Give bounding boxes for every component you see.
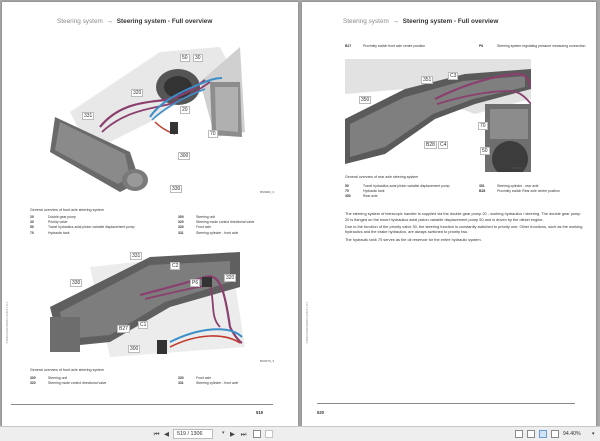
legend-row: 330 Front axle (178, 376, 212, 380)
legend-row: 70 Hydraulic tank (345, 189, 385, 194)
page-519 (2, 2, 298, 426)
figure-code: BS0979_3 (260, 359, 275, 363)
breadcrumb-arrow-icon: → (106, 18, 113, 25)
copy-page-icon[interactable] (253, 430, 261, 438)
callout-331: 331 (132, 253, 141, 259)
callout-c1: C1 (140, 322, 147, 328)
front-axle-illustration (30, 42, 280, 197)
page-dropdown-icon[interactable]: ▾ (222, 430, 225, 436)
footer-divider (317, 403, 575, 404)
figure-code: BS0980_3 (511, 166, 526, 170)
legend-row: 330 Front axle (178, 225, 212, 230)
footer-divider (11, 404, 273, 405)
navigation-toolbar (0, 426, 600, 441)
next-page-button[interactable]: ▶ (230, 431, 235, 438)
breadcrumb-parent: Steering system (57, 18, 103, 25)
legend-row: 70 Hydraulic tank (30, 230, 70, 235)
callout-50: 50 (482, 148, 488, 154)
callout-331: 331 (84, 113, 93, 119)
callout-300: 300 (130, 346, 139, 352)
rear-axle-illustration (345, 59, 531, 172)
breadcrumb (343, 18, 498, 25)
callout-b28: B28 (426, 142, 435, 148)
breadcrumb-current: Steering system - Full overview (402, 18, 499, 25)
callout-b27: B27 (119, 326, 128, 332)
callout-20: 20 (182, 107, 188, 113)
zoom-dropdown-icon[interactable]: ▾ (592, 431, 595, 437)
callout-c2: C2 (172, 263, 179, 269)
body-text (345, 211, 585, 244)
callout-c3: C3 (450, 73, 457, 79)
legend-row: 300 Steering unit (30, 376, 68, 380)
legend-row: 50 Travel hydraulics axial piston variable displacement pump (30, 225, 135, 230)
legend-row: 320 Steering mode control directional valve (178, 220, 255, 225)
front-axle-diagram-1 (30, 42, 280, 197)
first-page-button[interactable]: ⏮ (153, 431, 160, 438)
figure-legend (345, 184, 595, 202)
breadcrumb-arrow-icon: → (392, 18, 399, 25)
callout-320: 320 (226, 275, 235, 281)
page-number-input[interactable]: 519 / 1306 (173, 429, 213, 439)
rear-axle-diagram (345, 59, 531, 172)
legend-row: 331 Steering cylinder - front axle (178, 381, 239, 386)
single-page-view-icon[interactable] (515, 430, 523, 438)
side-document-code: PI4SG100AT048CH.04C1.HT1 (305, 302, 309, 344)
callout-351: 351 (423, 77, 432, 83)
legend-row: 300 Steering unit (178, 215, 216, 219)
callout-c4: C4 (440, 142, 447, 148)
callout-30: 30 (195, 55, 201, 61)
legend-row: 50 Travel hydraulics axial piston variable displacement pump (345, 184, 450, 188)
legend-row: B27 Proximity switch front axle centre position (345, 44, 426, 48)
legend-row: P6 Steering system regulating pressure measuring connection (479, 44, 586, 48)
last-page-button[interactable]: ⏭ (240, 431, 247, 438)
two-page-continuous-view-icon[interactable] (551, 430, 559, 438)
figure1-caption: General overview of front axle steering system (30, 208, 104, 212)
breadcrumb-current: Steering system - Full overview (116, 18, 213, 25)
fit-page-icon[interactable] (265, 430, 273, 438)
legend-row: 350 Rear axle (345, 194, 378, 199)
figure1-legend (30, 215, 290, 237)
page-number: 520 (317, 410, 324, 415)
figure-caption: General overview of rear axle steering system (345, 175, 419, 179)
callout-70: 70 (480, 123, 486, 129)
continuous-view-icon[interactable] (527, 430, 535, 438)
callout-320: 320 (133, 90, 142, 96)
paragraph: The hydraulic tank 70 serves as the oil reservoir for the entire hydraulic system. (345, 236, 482, 242)
page-number: 519 (256, 410, 263, 415)
top-legend (345, 44, 595, 50)
front-axle-illustration-2 (30, 247, 280, 365)
zoom-level[interactable]: 94.40% (563, 431, 581, 437)
legend-row: 30 Priority valve (30, 220, 68, 225)
figure-code: BS0982_3 (260, 190, 275, 194)
paragraph: The steering system of telescopic handler is supplied via the double gear pump 20 - working hydraulics / steering. The double gear pump 20 is flanged on the travel hydraulics axial piston variable displacement pump 50 and is driven by the diesel engine. (345, 211, 581, 222)
breadcrumb-parent: Steering system (343, 18, 389, 25)
figure2-legend (30, 376, 290, 388)
figure2-caption: General overview of front axle steering system (30, 368, 104, 372)
callout-p6: P6 (192, 280, 199, 286)
side-document-code: PI4SG100AT048CH.04C1.HT1 (5, 302, 9, 344)
callout-350: 350 (361, 97, 370, 103)
callout-50: 50 (182, 55, 188, 61)
legend-row: 331 Steering cylinder - front axle (178, 230, 239, 235)
paragraph: Due to the function of the priority valve 30, the steering function is constantly switched to priority one. Other functions, such as the working hydraulics and the brake hydraulics, are always switched to priority two. (345, 223, 583, 235)
front-axle-diagram-2 (30, 247, 280, 365)
previous-page-button[interactable]: ◀ (164, 431, 169, 438)
callout-330: 330 (172, 186, 181, 192)
two-page-view-icon[interactable] (539, 430, 547, 438)
legend-row: 20 Double gear pump (30, 215, 76, 219)
legend-row: 351 Steering cylinder - rear axle (479, 184, 539, 188)
legend-row: B28 Proximity switch Rear axle centre position (479, 189, 560, 194)
callout-70: 70 (210, 131, 216, 137)
callout-300: 300 (180, 153, 189, 159)
legend-row: 320 Steering mode control directional valve (30, 381, 107, 386)
callout-330: 330 (72, 280, 81, 286)
breadcrumb (57, 18, 212, 25)
page-520 (302, 2, 596, 426)
